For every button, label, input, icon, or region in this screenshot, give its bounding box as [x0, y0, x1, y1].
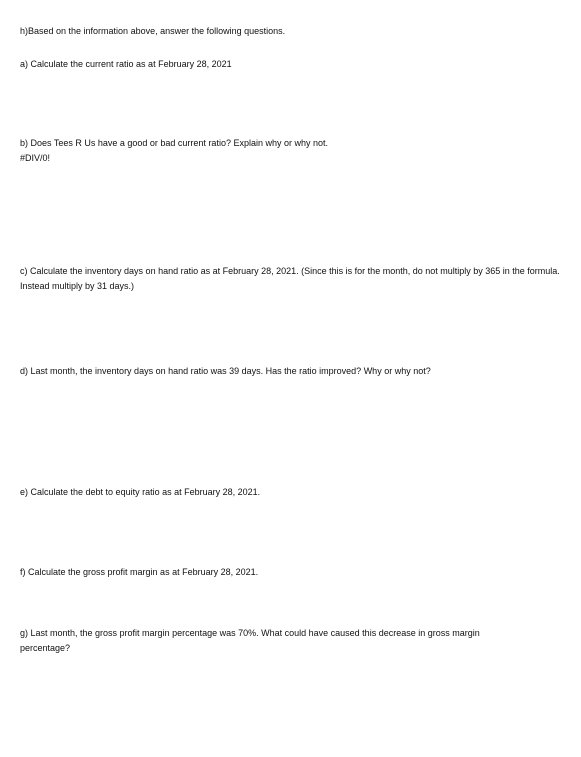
question-c: c) Calculate the inventory days on hand ratio as at February 28, 2021. (Since this is for the month, do not multiply by 365 in the formula. Instead multiply by 31 days.)	[20, 266, 560, 291]
question-d: d) Last month, the inventory days on hand ratio was 39 days. Has the ratio improved? Why or why not?	[20, 366, 431, 376]
question-a: a) Calculate the current ratio as at February 28, 2021	[20, 59, 232, 69]
answer-b-error-value: #DIV/0!	[20, 153, 51, 163]
question-g: g) Last month, the gross profit margin percentage was 70%. What could have caused this decrease in gross margin percentage?	[20, 628, 480, 653]
question-b: b) Does Tees R Us have a good or bad current ratio? Explain why or why not.	[20, 138, 328, 148]
question-f: f) Calculate the gross profit margin as at February 28, 2021.	[20, 567, 259, 577]
instructions-text: h)Based on the information above, answer the following questions.	[20, 26, 286, 36]
question-e: e) Calculate the debt to equity ratio as at February 28, 2021.	[20, 487, 261, 497]
